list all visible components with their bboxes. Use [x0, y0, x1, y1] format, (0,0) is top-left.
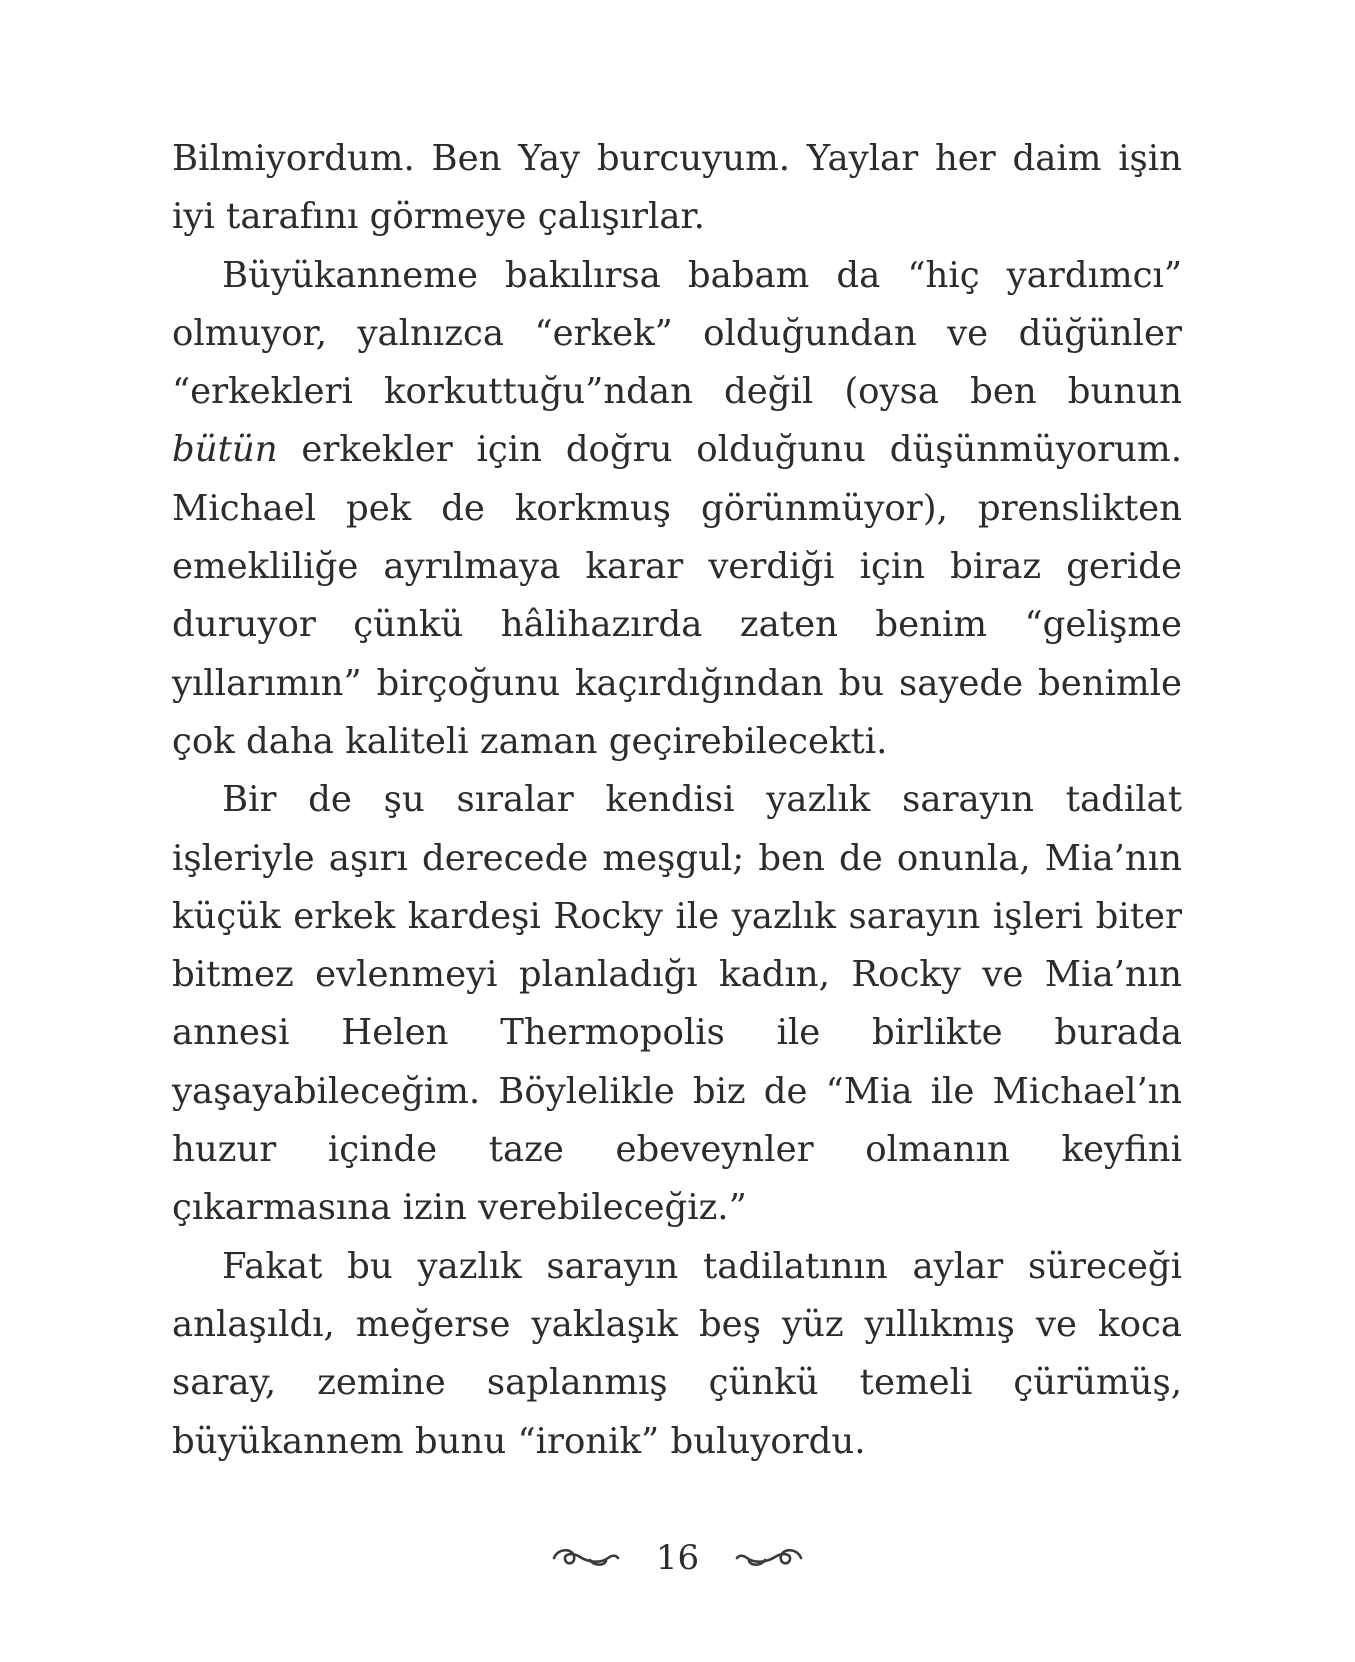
- paragraph-1: [172, 130, 1182, 247]
- page-number: 16: [655, 1538, 700, 1578]
- paragraph-3: [172, 771, 1182, 1237]
- page-body: [172, 130, 1182, 1471]
- swirl-ornament-icon: [733, 1544, 805, 1572]
- emphasized-word: bütün: [172, 429, 278, 471]
- paragraph-text: erkekler için doğru olduğunu düşünmüyorum. Michael pek de korkmuş görünmüyor), prenslikten emekliliğe ayrılmaya karar verdiği için biraz geride duruyor çünkü hâlihazırda zaten benim “gelişme yıllarımın” birçoğunu kaçırdığından bu sayede benimle çok daha kaliteli zaman geçirebilecekti.: [172, 429, 1182, 762]
- paragraph-text: Büyükanneme bakılırsa babam da “hiç yardımcı” olmuyor, yalnızca “erkek” olduğundan ve düğünler “erkekleri korkuttuğu”ndan değil (oysa ben bunun: [172, 254, 1182, 413]
- page-footer: [0, 1530, 1355, 1586]
- paragraph-text: Bilmiyordum. Ben Yay burcuyum. Yaylar her daim işin iyi tarafını görmeye çalışırlar.: [172, 138, 1182, 238]
- paragraph-text: Bir de şu sıralar kendisi yazlık sarayın tadilat işleriyle aşırı derecede meşgul; ben de onunla, Mia’nın küçük erkek kardeşi Rocky ile yazlık sarayın işleri biter bitmez evlenmeyi planladığı kadın, Rocky ve Mia’nın annesi Helen Thermopolis ile birlikte burada yaşayabileceğim. Böylelikle biz de “Mia ile Michael’ın huzur içinde taze ebeveynler olmanın keyfini çıkarmasına izin verebileceğiz.”: [172, 779, 1182, 1229]
- paragraph-2: [172, 247, 1182, 772]
- swirl-ornament-icon: [550, 1544, 622, 1572]
- paragraph-4: [172, 1238, 1182, 1471]
- paragraph-text: Fakat bu yazlık sarayın tadilatının aylar süreceği anlaşıldı, meğerse yaklaşık beş yüz yıllıkmış ve koca saray, zemine saplanmış çünkü temeli çürümüş, büyükannem bunu “ironik” buluyordu.: [172, 1245, 1182, 1462]
